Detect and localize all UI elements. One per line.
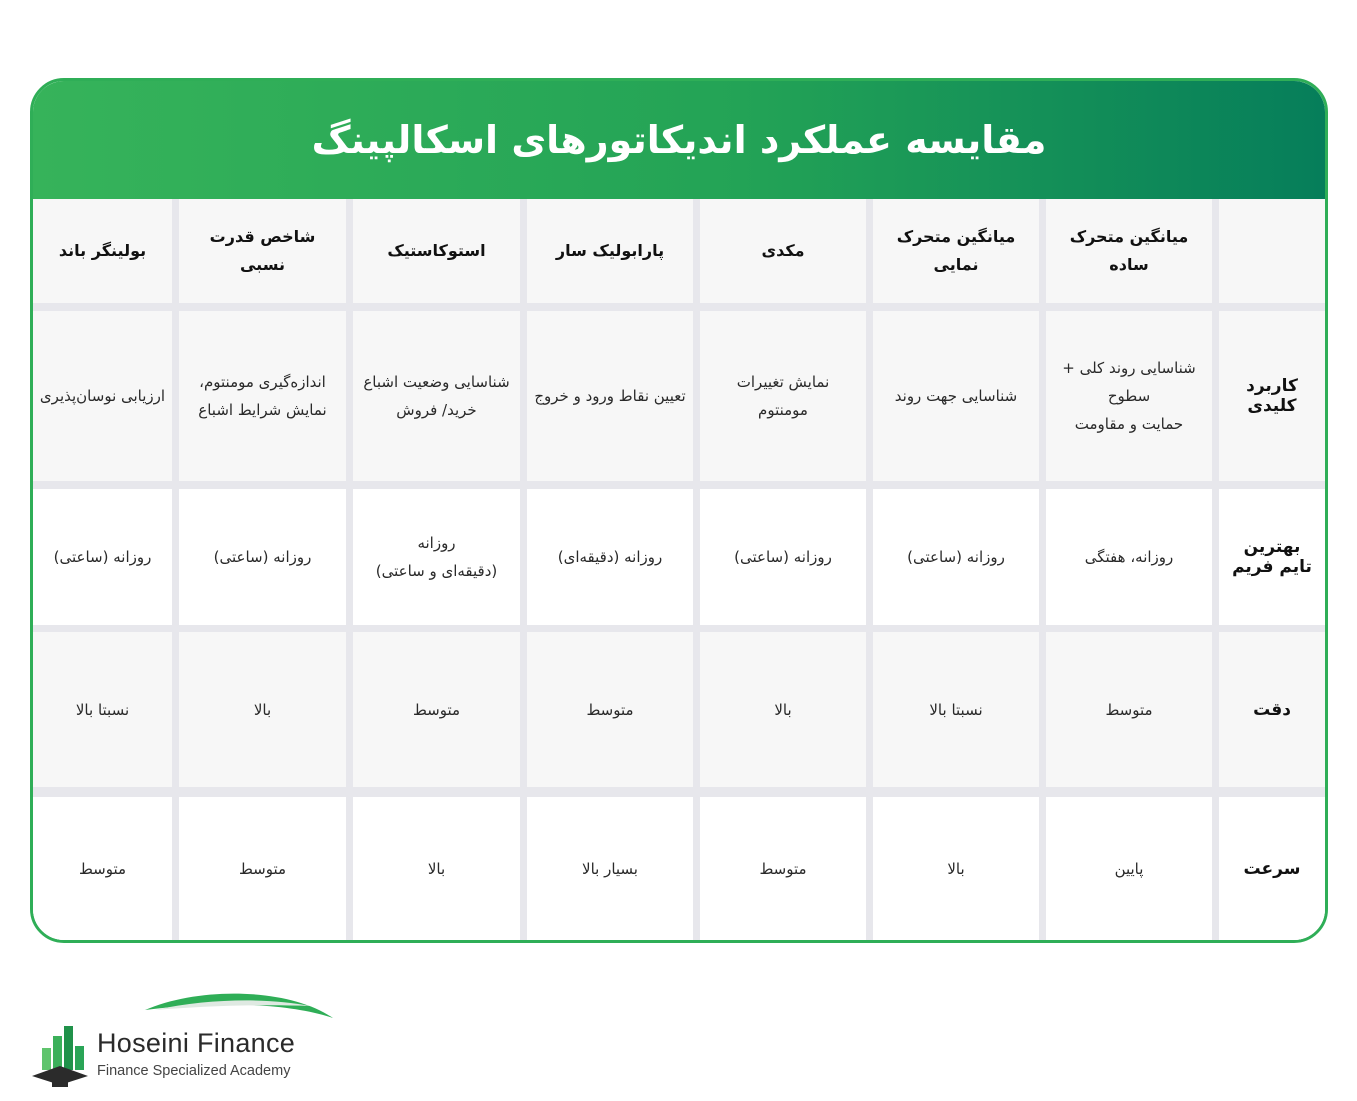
column-header bbox=[179, 199, 346, 303]
table-cell-text: روزانه (دقیقه‌ای و ساعتی) bbox=[375, 534, 498, 580]
table-cell bbox=[873, 311, 1039, 481]
table-cell bbox=[700, 797, 866, 940]
table-cell bbox=[353, 632, 520, 787]
table-cell-text: متوسط bbox=[1105, 700, 1153, 719]
table-cell bbox=[873, 632, 1039, 787]
table-cell-text: متوسط bbox=[759, 859, 807, 878]
column-header bbox=[527, 199, 693, 303]
table-cell-text: روزانه (ساعتی) bbox=[53, 548, 152, 566]
page-title: مقایسه عملکرد اندیکاتورهای اسکالپینگ bbox=[311, 118, 1047, 162]
table-cell-text: شناسایی جهت روند bbox=[894, 387, 1018, 405]
table-cell bbox=[527, 797, 693, 940]
table-cell-text: روزانه (ساعتی) bbox=[734, 548, 832, 566]
table-cell bbox=[179, 489, 346, 625]
table-cell bbox=[700, 489, 866, 625]
comparison-table bbox=[33, 199, 1325, 940]
table-cell-text: متوسط bbox=[78, 859, 127, 878]
column-header-text: بولینگر باند bbox=[58, 241, 147, 260]
column-header-text: مکدی bbox=[761, 241, 805, 260]
table-cell-text: بالا bbox=[253, 700, 272, 719]
table-cell-text: متوسط bbox=[238, 859, 287, 878]
row-header bbox=[1219, 311, 1325, 481]
column-header bbox=[353, 199, 520, 303]
column-header bbox=[873, 199, 1039, 303]
table-cell-text: بالا bbox=[774, 700, 792, 719]
table-cell-text: روزانه (ساعتی) bbox=[907, 548, 1005, 566]
column-header-text: شاخص قدرت نسبی bbox=[209, 227, 316, 274]
table-cell-text: روزانه (ساعتی) bbox=[213, 548, 312, 566]
row-header-text: کاربرد کلیدی bbox=[1246, 376, 1298, 416]
table-cell bbox=[353, 311, 520, 481]
column-header-text: میانگین متحرک نمایی bbox=[896, 227, 1016, 274]
table-cell-text: بالا bbox=[947, 859, 965, 878]
table-cell bbox=[1046, 489, 1212, 625]
column-header-text: استوکاستیک bbox=[387, 241, 486, 260]
header-bar bbox=[33, 81, 1325, 199]
table-cell bbox=[179, 311, 346, 481]
table-cell bbox=[33, 797, 172, 940]
table-cell bbox=[873, 489, 1039, 625]
table-cell bbox=[353, 797, 520, 940]
column-header bbox=[1046, 199, 1212, 303]
table-cell-text: نسبتا بالا bbox=[929, 700, 983, 719]
table-cell bbox=[33, 311, 172, 481]
table-cell bbox=[527, 489, 693, 625]
table-cell bbox=[873, 797, 1039, 940]
table-cell-text: نسبتا بالا bbox=[75, 700, 130, 719]
table-cell-text: اندازه‌گیری مومنتوم، نمایش شرایط اشباع bbox=[198, 373, 327, 419]
row-header bbox=[1219, 632, 1325, 787]
table-cell bbox=[179, 632, 346, 787]
comparison-card bbox=[30, 78, 1328, 943]
row-header-text: دقت bbox=[1253, 699, 1291, 720]
column-header-text: میانگین متحرک ساده bbox=[1069, 227, 1189, 274]
table-cell bbox=[1046, 797, 1212, 940]
column-header bbox=[33, 199, 172, 303]
table-cell-text: بسیار بالا bbox=[582, 859, 638, 878]
table-cell-text: ارزیابی نوسان‌پذیری bbox=[39, 387, 166, 405]
column-header-text: پارابولیک سار bbox=[555, 241, 665, 260]
table-cell bbox=[179, 797, 346, 940]
brand-tagline: Finance Specialized Academy bbox=[97, 1063, 291, 1079]
table-cell-text: روزانه (دقیقه‌ای) bbox=[557, 548, 663, 566]
table-cell-text: متوسط bbox=[412, 700, 461, 719]
table-cell bbox=[1046, 311, 1212, 481]
table-cell bbox=[527, 632, 693, 787]
table-cell bbox=[33, 632, 172, 787]
row-header bbox=[1219, 797, 1325, 940]
table-cell bbox=[1046, 632, 1212, 787]
row-header-text: بهترین تایم فریم bbox=[1232, 537, 1312, 577]
table-cell-text: تعیین نقاط ورود و خروج bbox=[534, 387, 686, 405]
row-header-text: سرعت bbox=[1243, 858, 1301, 879]
table-cell bbox=[700, 311, 866, 481]
table-cell-text: نمایش تغییرات مومنتوم bbox=[736, 373, 830, 419]
brand-name: Hoseini Finance bbox=[97, 1028, 296, 1058]
table-cell-text: شناسایی وضعیت اشباع خرید/ فروش bbox=[363, 373, 510, 419]
table-cell bbox=[33, 489, 172, 625]
table-cell-text: پایین bbox=[1114, 859, 1144, 878]
row-header bbox=[1219, 489, 1325, 625]
column-header bbox=[700, 199, 866, 303]
table-cell-text: بالا bbox=[427, 859, 446, 878]
table-cell bbox=[700, 632, 866, 787]
table-corner-cell bbox=[1219, 199, 1325, 303]
table-cell-text: متوسط bbox=[586, 700, 634, 719]
table-cell-text: روزانه، هفتگی bbox=[1084, 548, 1174, 566]
table-cell-text: شناسایی روند کلی + سطوح حمایت و مقاومت bbox=[1062, 359, 1196, 433]
table-cell bbox=[353, 489, 520, 625]
table-cell bbox=[527, 311, 693, 481]
